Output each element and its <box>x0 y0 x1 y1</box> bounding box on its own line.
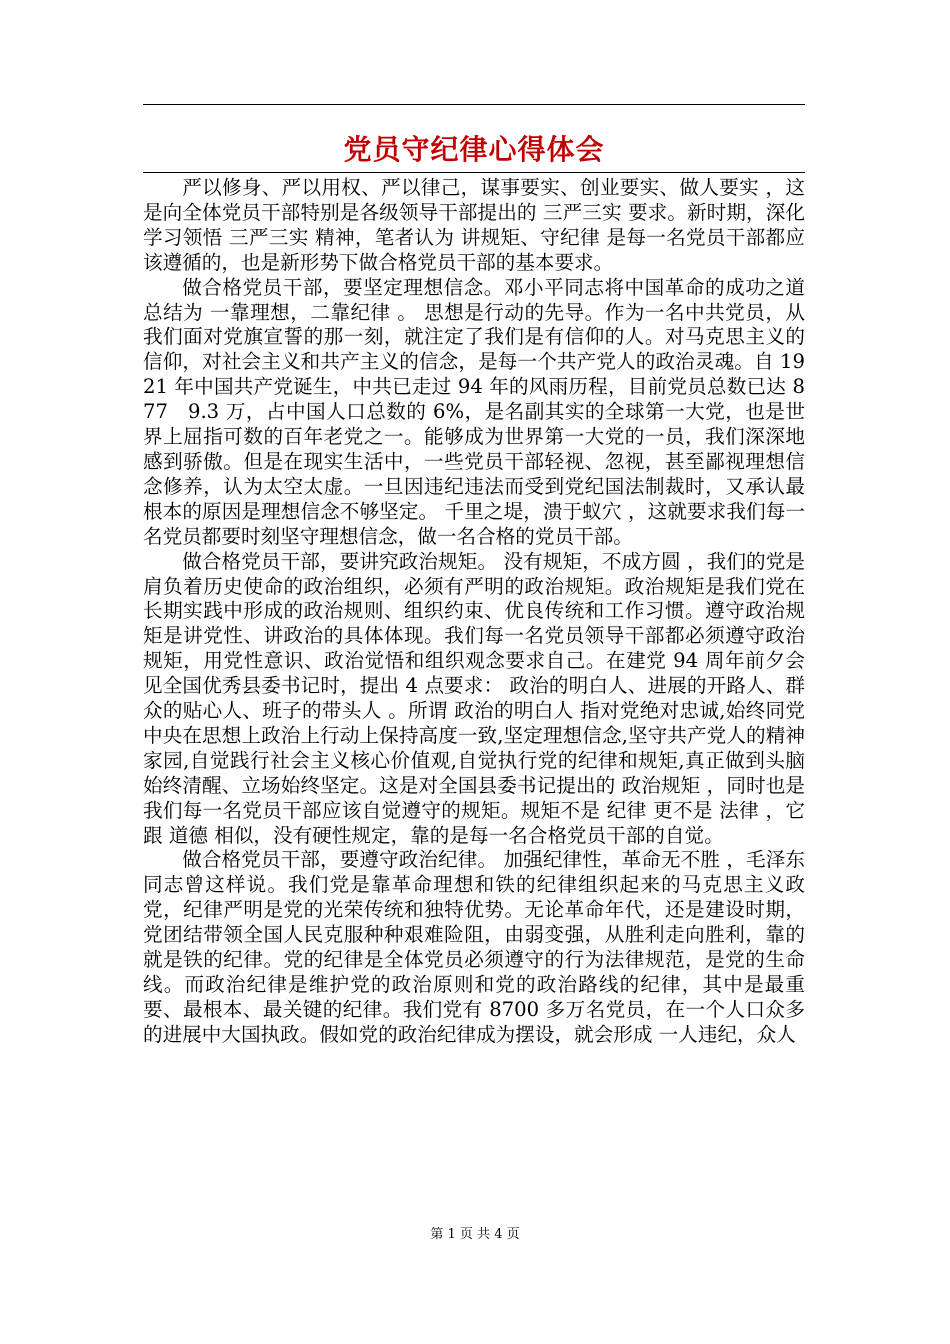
document-body <box>143 176 805 1048</box>
title-rule <box>143 172 805 173</box>
paragraph-discipline: 做合格党员干部，要遵守政治纪律。 加强纪律性，革命无不胜 ，毛泽东同志曾这样说。我们党是靠革命理想和铁的纪律组织起来的马克思主义政党，纪律严明是党的光荣传统和独特优势。无论革命年代，还是建设时期，党团结带领全国人民克服种种艰难险阻，由弱变强，从胜利走向胜利，靠的就是铁的纪律。党的纪律是全体党员必须遵守的行为法律规范，是党的生命线。而政治纪律是维护党的政治原则和党的政治路线的纪律，其中是最重要、最根本、最关键的纪律。我们党有 8700 多万名党员，在一个人口众多的进展中大国执政。假如党的政治纪律成为摆设，就会形成 一人违纪，众人 <box>143 848 805 1046</box>
header-rule <box>143 104 805 105</box>
page-footer: 第 1 页 共 4 页 <box>430 1227 520 1242</box>
paragraph-rules: 做合格党员干部，要讲究政治规矩。 没有规矩，不成方圆 ，我们的党是肩负着历史使命的政治组织，必须有严明的政治规矩。政治规矩是我们党在长期实践中形成的政治规则、组织约束、优良传统和工作习惯。遵守政治规矩是讲党性、讲政治的具体体现。我们每一名党员领导干部都必须遵守政治规矩，用党性意识、政治觉悟和组织观念要求自己。在建党 94 周年前夕会见全国优秀县委书记时，提出 4 点要求： 政治的明白人、进展的开路人、群众的贴心人、班子的带头人 。所谓 政治的明白人 指对党绝对忠诚,始终同党中央在思想上政治上行动上保持高度一致,坚定理想信念,坚守共产党人的精神家园,自觉践行社会主义核心价值观,自觉执行党的纪律和规矩,真正做到头脑始终清醒、立场始终坚定。这是对全国县委书记提出的 政治规矩 ，同时也是我们每一名党员干部应该自觉遵守的规矩。规矩不是 纪律 更不是 法律 ，它跟 道德 相似，没有硬性规定，靠的是每一名合格党员干部的自觉。 <box>143 549 805 847</box>
paragraph-intro: 严以修身、严以用权、严以律己，谋事要实、创业要实、做人要实 ，这是向全体党员干部特别是各级领导干部提出的 三严三实 要求。新时期，深化学习领悟 三严三实 精神，笔者认为 讲规矩、守纪律 是每一名党员干部都应该遵循的，也是新形势下做合格党员干部的基本要求。 <box>143 176 805 274</box>
page-title: 党员守纪律心得体会 <box>343 133 605 166</box>
paragraph-ideals: 做合格党员干部，要坚定理想信念。邓小平同志将中国革命的成功之道总结为 一靠理想，二靠纪律 。 思想是行动的先导。作为一名中共党员，从我们面对党旗宣誓的那一刻，就注定了我们是有信仰的人。对马克思主义的信仰，对社会主义和共产主义的信念，是每一个共产党人的政治灵魂。自 1921 年中国共产党诞生，中共已走过 94 年的风雨历程，目前党员总数已达 877 9.3 万，占中国人口总数的 6%，是名副其实的全球第一大党，也是世界上屈指可数的百年老党之一。能够成为世界第一大党的一员，我们深深地感到骄傲。但是在现实生活中，一些党员干部轻视、忽视，甚至鄙视理想信念修养，认为太空太虚。一旦因违纪违法而受到党纪国法制裁时，又承认最根本的原因是理想信念不够坚定。 千里之堤，溃于蚁穴 ，这就要求我们每一名党员都要时刻坚守理想信念，做一名合格的党员干部。 <box>143 275 805 548</box>
